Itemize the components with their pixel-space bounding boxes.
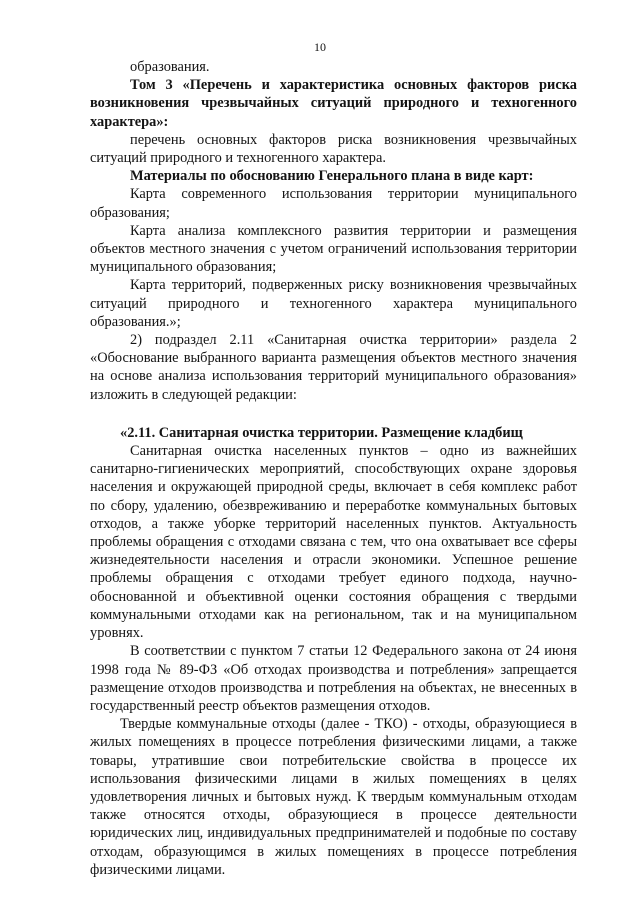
paragraph-federal-law: В соответствии с пунктом 7 статьи 12 Федерального закона от 24 июня 1998 года № 89-ФЗ «Об отходах производства и потребления» запрещается размещение отходов производства и потребления на объектах, не внесенных в государственный реестр объектов размещения отходов. bbox=[90, 643, 577, 714]
section-heading-2-11: «2.11. Санитарная очистка территории. Размещение кладбищ bbox=[120, 424, 523, 441]
volume-3-description: перечень основных факторов риска возникновения чрезвычайных ситуаций природного и техногенного характера. bbox=[90, 131, 577, 167]
volume-3-heading: Том 3 «Перечень и характеристика основных факторов риска возникновения чрезвычайных ситуаций природного и техногенного характера»: bbox=[90, 77, 577, 130]
map-item-emergency-risk: Карта территорий, подверженных риску возникновения чрезвычайных ситуаций природного и техногенного характера муниципального образования.»; bbox=[90, 277, 577, 330]
map-item-complex-development: Карта анализа комплексного развития территории и размещения объектов местного значения с учетом ограничений использования территории муниципального образования; bbox=[90, 222, 577, 276]
page-number: 10 bbox=[314, 40, 326, 54]
paragraph-tko-definition: Твердые коммунальные отходы (далее - ТКО) - отходы, образующиеся в жилых помещениях в процессе потребления физическими лицами, а также товары, утратившие свои потребительские свойства в процессе их использования физическими лицами в жилых помещениях в целях удовлетворения личных и бытовых нужд. К твердым коммунальным отходам также относятся отходы, образующиеся в процессе деятельности юридических лиц, индивидуальных предпринимателей и подобные по составу отходам, образующимся в жилых помещениях в процессе потребления физическими лицами. bbox=[90, 716, 577, 878]
document-body bbox=[90, 58, 577, 879]
paragraph-sanitation: Санитарная очистка населенных пунктов – одно из важнейших санитарно-гигиенических мероприятий, способствующих охране здоровья населения и окружающей природной среды, включает в себя комплекс работ по сбору, удалению, обезвреживанию и переработке коммунальных бытовых отходов, а также уборке территорий населенных пунктов. Актуальность проблемы обращения с отходами связана с тем, что она охватывает все сферы жизнедеятельности населения и отрасли экономики. Успешное решение проблемы обращения с отходами требует единого подхода, научно-обоснованной и объективной оценки состояния обращения с твердыми коммунальными отходами как на региональном, так и на муниципальном уровнях. bbox=[90, 443, 577, 642]
paragraph-continuation: образования. bbox=[130, 59, 210, 75]
map-item-current-use: Карта современного использования территории муниципального образования; bbox=[90, 186, 577, 221]
subsection-amendment: 2) подраздел 2.11 «Санитарная очистка территории» раздела 2 «Обоснование выбранного варианта размещения объектов местного значения на основе анализа использования территорий муниципального образования» изложить в следующей редакции: bbox=[90, 332, 577, 403]
maps-heading: Материалы по обоснованию Генерального плана в виде карт: bbox=[130, 168, 534, 185]
